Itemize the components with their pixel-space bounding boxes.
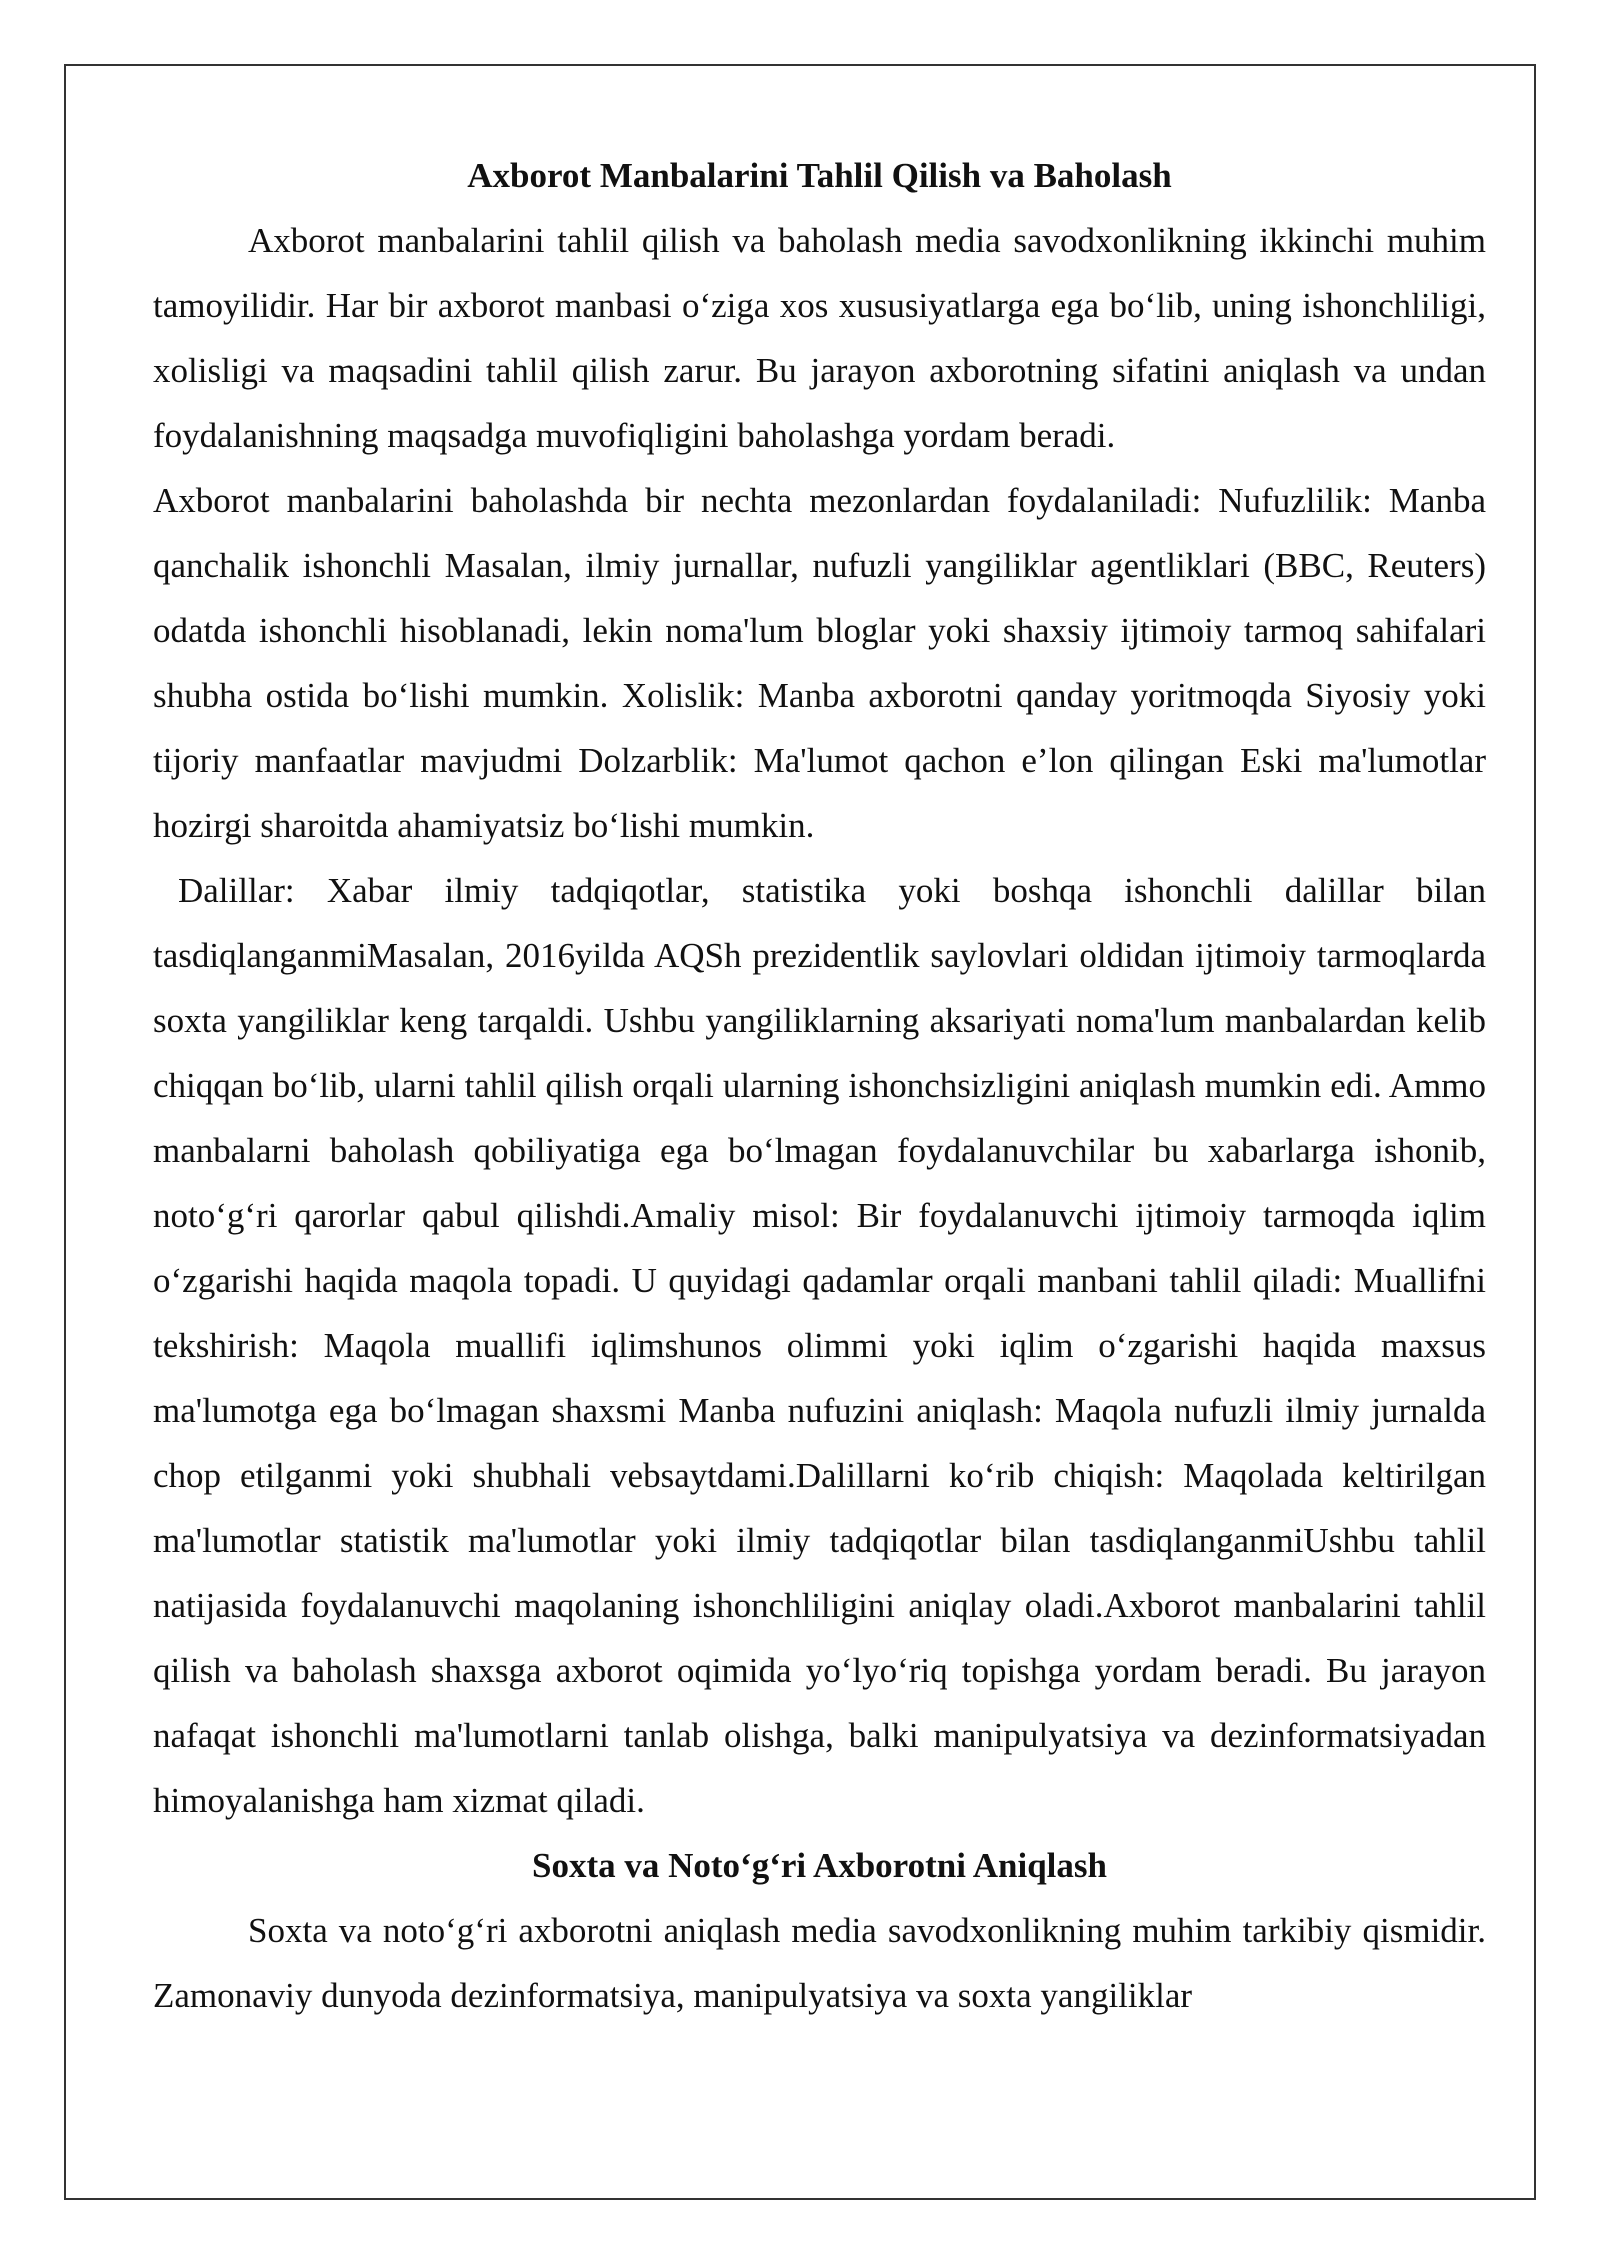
paragraph-4: Soxta va noto‘g‘ri axborotni aniqlash media savodxonlikning muhim tarkibiy qismidir. Zamonaviy dunyoda dezinformatsiya, manipulyatsiya va soxta yangiliklar <box>153 1911 1486 2015</box>
document-body <box>153 143 1486 2028</box>
paragraph-1: Axborot manbalarini tahlil qilish va baholash media savodxonlikning ikkinchi muhim tamoyilidir. Har bir axborot manbasi o‘ziga xos xususiyatlarga ega bo‘lib, uning ishonchliligi, xolisligi va maqsadini tahlil qilish zarur. Bu jarayon axborotning sifatini aniqlash va undan foydalanishning maqsadga muvofiqligini baholashga yordam beradi. <box>153 221 1486 455</box>
paragraph-3: Dalillar: Xabar ilmiy tadqiqotlar, statistika yoki boshqa ishonchli dalillar bilan tasdiqlanganmiMasalan, 2016yilda AQSh prezidentlik saylovlari oldidan ijtimoiy tarmoqlarda soxta yangiliklar keng tarqaldi. Ushbu yangiliklarning aksariyati noma'lum manbalardan kelib chiqqan bo‘lib, ularni tahlil qilish orqali ularning ishonchsizligini aniqlash mumkin edi. Ammo manbalarni baholash qobiliyatiga ega bo‘lmagan foydalanuvchilar bu xabarlarga ishonib, noto‘g‘ri qarorlar qabul qilishdi.Amaliy misol: Bir foydalanuvchi ijtimoiy tarmoqda iqlim o‘zgarishi haqida maqola topadi. U quyidagi qadamlar orqali manbani tahlil qiladi: Muallifni tekshirish: Maqola muallifi iqlimshunos olimmi yoki iqlim o‘zgarishi haqida maxsus ma'lumotga ega bo‘lmagan shaxsmi Manba nufuzini aniqlash: Maqola nufuzli ilmiy jurnalda chop etilganmi yoki shubhali vebsaytdami.Dalillarni ko‘rib chiqish: Maqolada keltirilgan ma'lumotlar statistik ma'lumotlar yoki ilmiy tadqiqotlar bilan tasdiqlanganmiUshbu tahlil natijasida foydalanuvchi maqolaning ishonchliligini aniqlay oladi.Axborot manbalarini tahlil qilish va baholash shaxsga axborot oqimida yo‘lyo‘riq topishga yordam beradi. Bu jarayon nafaqat ishonchli ma'lumotlarni tanlab olishga, balki manipulyatsiya va dezinformatsiyadan himoyalanishga ham xizmat qiladi. <box>153 871 1486 1820</box>
section-heading-1: Axborot Manbalarini Tahlil Qilish va Baholash <box>467 156 1172 195</box>
section-heading-2: Soxta va Noto‘g‘ri Axborotni Aniqlash <box>532 1846 1107 1885</box>
paragraph-2: Axborot manbalarini baholashda bir nechta mezonlardan foydalaniladi: Nufuzlilik: Manba qanchalik ishonchli Masalan, ilmiy jurnallar, nufuzli yangiliklar agentliklari (BBC, Reuters) odatda ishonchli hisoblanadi, lekin noma'lum bloglar yoki shaxsiy ijtimoiy tarmoq sahifalari shubha ostida bo‘lishi mumkin. Xolislik: Manba axborotni qanday yoritmoqda Siyosiy yoki tijoriy manfaatlar mavjudmi Dolzarblik: Ma'lumot qachon e’lon qilingan Eski ma'lumotlar hozirgi sharoitda ahamiyatsiz bo‘lishi mumkin. <box>153 481 1486 845</box>
